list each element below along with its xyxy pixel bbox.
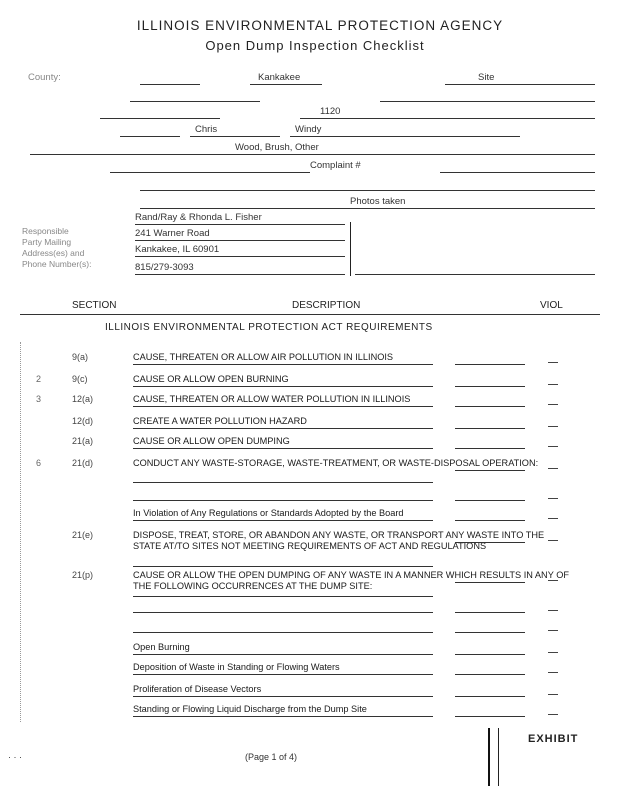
inspection-time-value: 1120 [320,106,341,117]
document-subtitle: Open Dump Inspection Checklist [205,38,425,53]
row-underline [133,520,433,521]
row-underline [133,428,433,429]
header-rule [20,314,600,315]
document-title: ILLINOIS ENVIRONMENTAL PROTECTION AGENCY [136,18,504,33]
violation-line [455,654,525,655]
violation-line [455,406,525,407]
violation-checkbox[interactable] [548,642,558,653]
photos-value: Photos taken [350,196,406,207]
violation-line [455,520,525,521]
county-value: Kankakee [258,72,301,83]
row-description: CAUSE, THREATEN OR ALLOW AIR POLLUTION IN ILLINOIS [133,352,394,362]
violation-line [455,674,525,675]
row-underline [133,696,433,697]
exhibit-stamp-border-left [488,728,490,786]
row-description: CAUSE, THREATEN OR ALLOW WATER POLLUTION IN ILLINOIS [133,394,411,404]
column-header-section: SECTION [72,300,117,311]
row-underline [133,596,433,597]
row-description: Deposition of Waste in Standing or Flowing Waters [133,662,340,672]
field-line [250,84,322,85]
field-line [135,274,345,275]
row-description: CONDUCT ANY WASTE-STORAGE, WASTE-TREATMENT, OR WASTE-DISPOSAL OPERATION: [133,458,539,468]
row-description: DISPOSE, TREAT, STORE, OR ABANDON ANY WASTE, OR TRANSPORT ANY WASTE INTO THE STATE AT/TO SITES NOT MEETING REQUIREMENTS OF ACT AND REGULATIONS [133,530,545,551]
violation-checkbox[interactable] [548,704,558,715]
field-line [290,136,520,137]
mailing-address-line2: Kankakee, IL 60901 [135,244,220,255]
field-line [140,190,595,191]
violation-checkbox[interactable] [548,684,558,695]
field-line [445,84,595,85]
violation-line [455,542,525,543]
violation-checkbox[interactable] [548,458,558,469]
violation-checkbox[interactable] [548,352,558,363]
violation-checkbox[interactable] [548,508,558,519]
field-line [300,118,595,119]
field-line [130,101,260,102]
row-underline [133,386,433,387]
footer-mark: · · · [8,752,22,762]
row-underline [133,632,433,633]
field-line [100,118,220,119]
complaint-value: Complaint # [310,160,361,171]
row-section: 9(a) [72,352,89,362]
column-divider [350,222,351,276]
violation-checkbox[interactable] [548,530,558,541]
violation-line [455,448,525,449]
row-description: In Violation of Any Regulations or Standards Adopted by the Board [133,508,404,518]
violation-line [455,386,525,387]
row-section: 21(a) [72,436,94,446]
row-underline [133,406,433,407]
violation-line [455,716,525,717]
row-underline [133,716,433,717]
row-section: 12(a) [72,394,94,404]
row-number: 6 [36,458,42,468]
row-section: 9(c) [72,374,88,384]
responsible-party-name: Rand/Ray & Rhonda L. Fisher [135,212,262,223]
violation-line [455,428,525,429]
requirements-subheading: ILLINOIS ENVIRONMENTAL PROTECTION ACT REQUIREMENTS [105,322,433,333]
violation-checkbox[interactable] [548,620,558,631]
row-underline [133,566,433,567]
row-description: Standing or Flowing Liquid Discharge from the Dump Site [133,704,367,714]
page-number: (Page 1 of 4) [245,752,298,762]
weather-value: Windy [295,124,322,135]
row-description: Open Burning [133,642,190,652]
field-line [140,208,595,209]
violation-line [455,470,525,471]
lpc-value: Site [478,72,495,83]
row-underline [133,364,433,365]
row-description: Proliferation of Disease Vectors [133,684,262,694]
violation-line [455,612,525,613]
exhibit-stamp: EXHIBIT [528,733,579,745]
violation-checkbox[interactable] [548,374,558,385]
field-line [120,136,180,137]
row-section: 21(e) [72,530,94,540]
phone-number: 815/279-3093 [135,262,194,273]
row-underline [133,674,433,675]
county-label: County: [28,72,61,83]
mailing-address-line1: 241 Warner Road [135,228,210,239]
row-section: 12(d) [72,416,94,426]
field-line [30,154,595,155]
column-header-description: DESCRIPTION [292,300,361,311]
violation-checkbox[interactable] [548,600,558,611]
row-description: CAUSE OR ALLOW OPEN DUMPING [133,436,290,446]
violation-checkbox[interactable] [548,488,558,499]
violation-checkbox[interactable] [548,394,558,405]
violation-checkbox[interactable] [548,662,558,673]
column-header-violation: VIOL [540,300,563,311]
left-margin-rule [20,342,21,722]
violation-checkbox[interactable] [548,436,558,447]
row-number: 3 [36,394,42,404]
field-line [355,274,595,275]
type-of-waste-value: Wood, Brush, Other [235,142,319,153]
row-number: 2 [36,374,42,384]
field-line [135,256,345,257]
field-line [440,172,595,173]
row-underline [133,448,433,449]
exhibit-stamp-border-inner [498,728,499,786]
field-line [140,84,200,85]
field-line [135,240,345,241]
violation-checkbox[interactable] [548,416,558,427]
field-line [110,172,310,173]
row-underline [133,500,433,501]
violation-line [455,632,525,633]
responsible-party-label: Responsible Party Mailing Address(es) and Phone Number(s): [22,226,92,269]
row-section: 21(p) [72,570,94,580]
violation-checkbox[interactable] [548,570,558,581]
field-line [190,136,280,137]
row-underline [133,482,433,483]
violation-line [455,500,525,501]
field-line [380,101,595,102]
violation-line [455,582,525,583]
row-underline [133,612,433,613]
row-description: CAUSE OR ALLOW OPEN BURNING [133,374,289,384]
field-line [135,224,345,225]
row-description: CREATE A WATER POLLUTION HAZARD [133,416,307,426]
row-description: CAUSE OR ALLOW THE OPEN DUMPING OF ANY WASTE IN A MANNER WHICH RESULTS IN ANY OF THE FOLLOWING OCCURRENCES AT THE DUMP SITE: [133,570,569,591]
violation-line [455,364,525,365]
violation-line [455,696,525,697]
row-section: 21(d) [72,458,94,468]
row-underline [133,654,433,655]
inspector-value: Chris [195,124,218,135]
